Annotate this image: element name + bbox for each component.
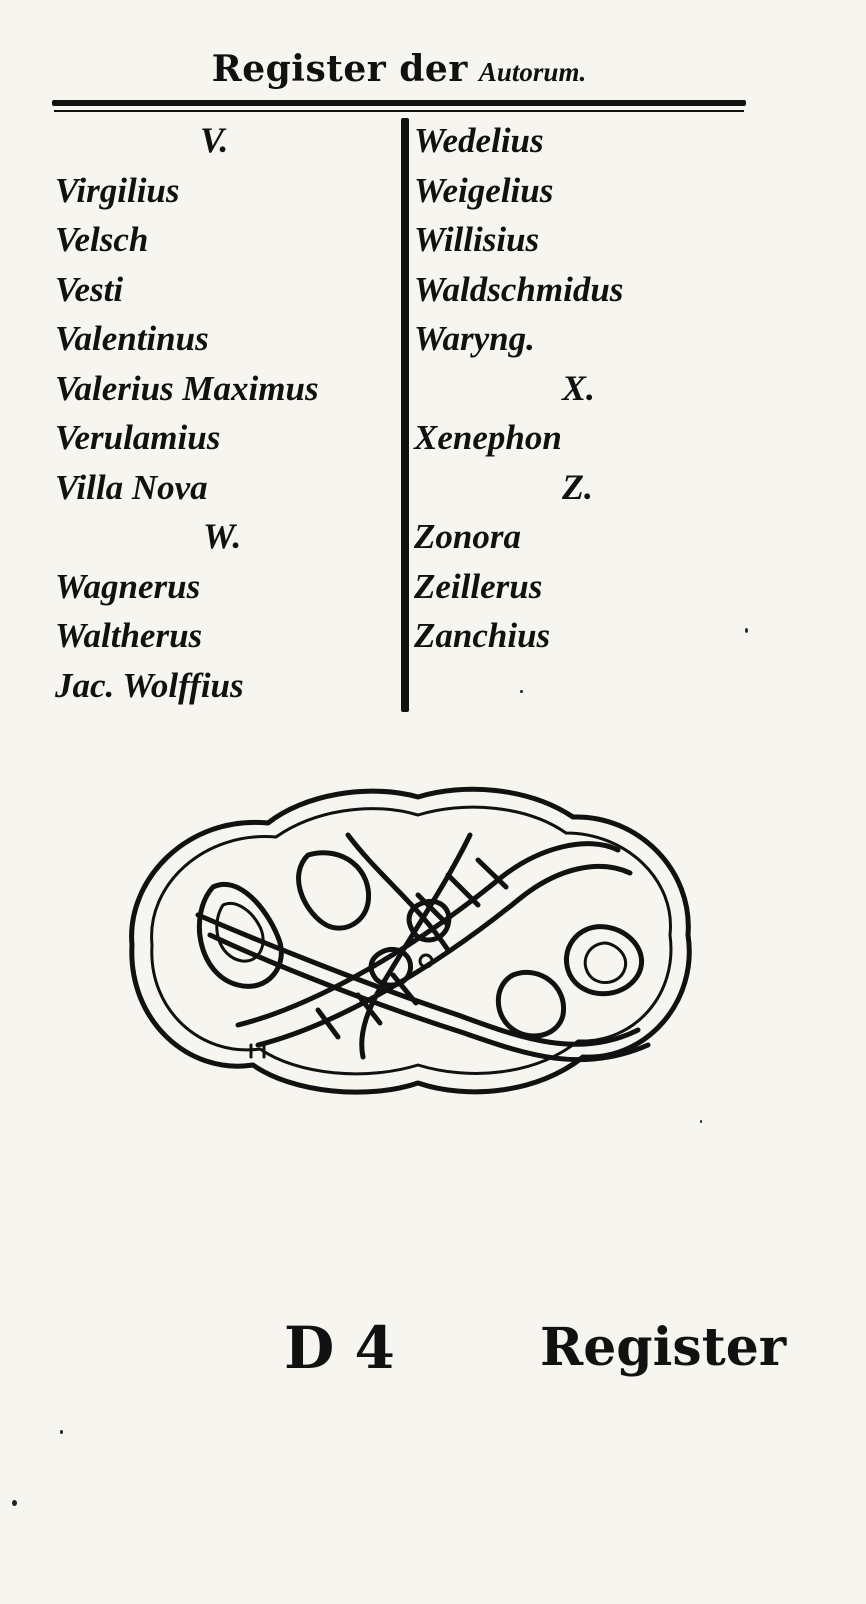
ink-speck: [520, 690, 523, 693]
author-entry: Waltherus: [55, 616, 203, 655]
section-letter-z: Z.: [562, 466, 593, 507]
page-header: [52, 48, 746, 100]
author-entry: Villa Nova: [55, 467, 208, 507]
section-letter-v: V.: [200, 120, 229, 160]
column-divider: [401, 118, 409, 712]
author-entry: Wedelius: [414, 121, 544, 160]
author-entry: Zeillerus: [414, 566, 543, 606]
author-entry: Willisius: [414, 220, 540, 259]
right-column: [414, 116, 744, 661]
ink-speck: [700, 1120, 702, 1123]
header-rule-thin: [54, 110, 744, 112]
section-letter-x: X.: [562, 367, 596, 408]
author-entry: Weigelius: [414, 170, 554, 210]
knotwork-ornament-icon: [118, 775, 702, 1105]
author-entry: Wagnerus: [55, 566, 201, 606]
author-entry: Vesti: [55, 269, 124, 309]
left-column: [55, 116, 395, 710]
author-entry: Valentinus: [55, 319, 209, 358]
author-entry: Jac. Wolffius: [55, 665, 244, 705]
signature-mark: D 4: [284, 1314, 395, 1382]
author-entry: Xenephon: [414, 418, 562, 457]
author-entry: Waldschmidus: [414, 269, 624, 309]
section-letter-w: W.: [203, 516, 242, 556]
ink-speck: [745, 628, 748, 633]
author-entry: Verulamius: [55, 418, 221, 457]
header-title-latin: Autorum.: [478, 57, 587, 87]
ink-speck: [12, 1500, 17, 1506]
author-entry: Valerius Maximus: [55, 368, 319, 408]
ink-speck: [60, 1430, 63, 1434]
author-entry: Zonora: [414, 517, 521, 556]
catchword: Register: [540, 1317, 787, 1378]
author-entry: Velsch: [55, 220, 149, 259]
author-entry: Zanchius: [414, 616, 551, 655]
author-entry: Virgilius: [55, 170, 180, 210]
author-entry: Waryng.: [414, 319, 535, 358]
header-title-gothic: Register der: [211, 48, 468, 90]
header-rule-thick: [52, 100, 746, 106]
